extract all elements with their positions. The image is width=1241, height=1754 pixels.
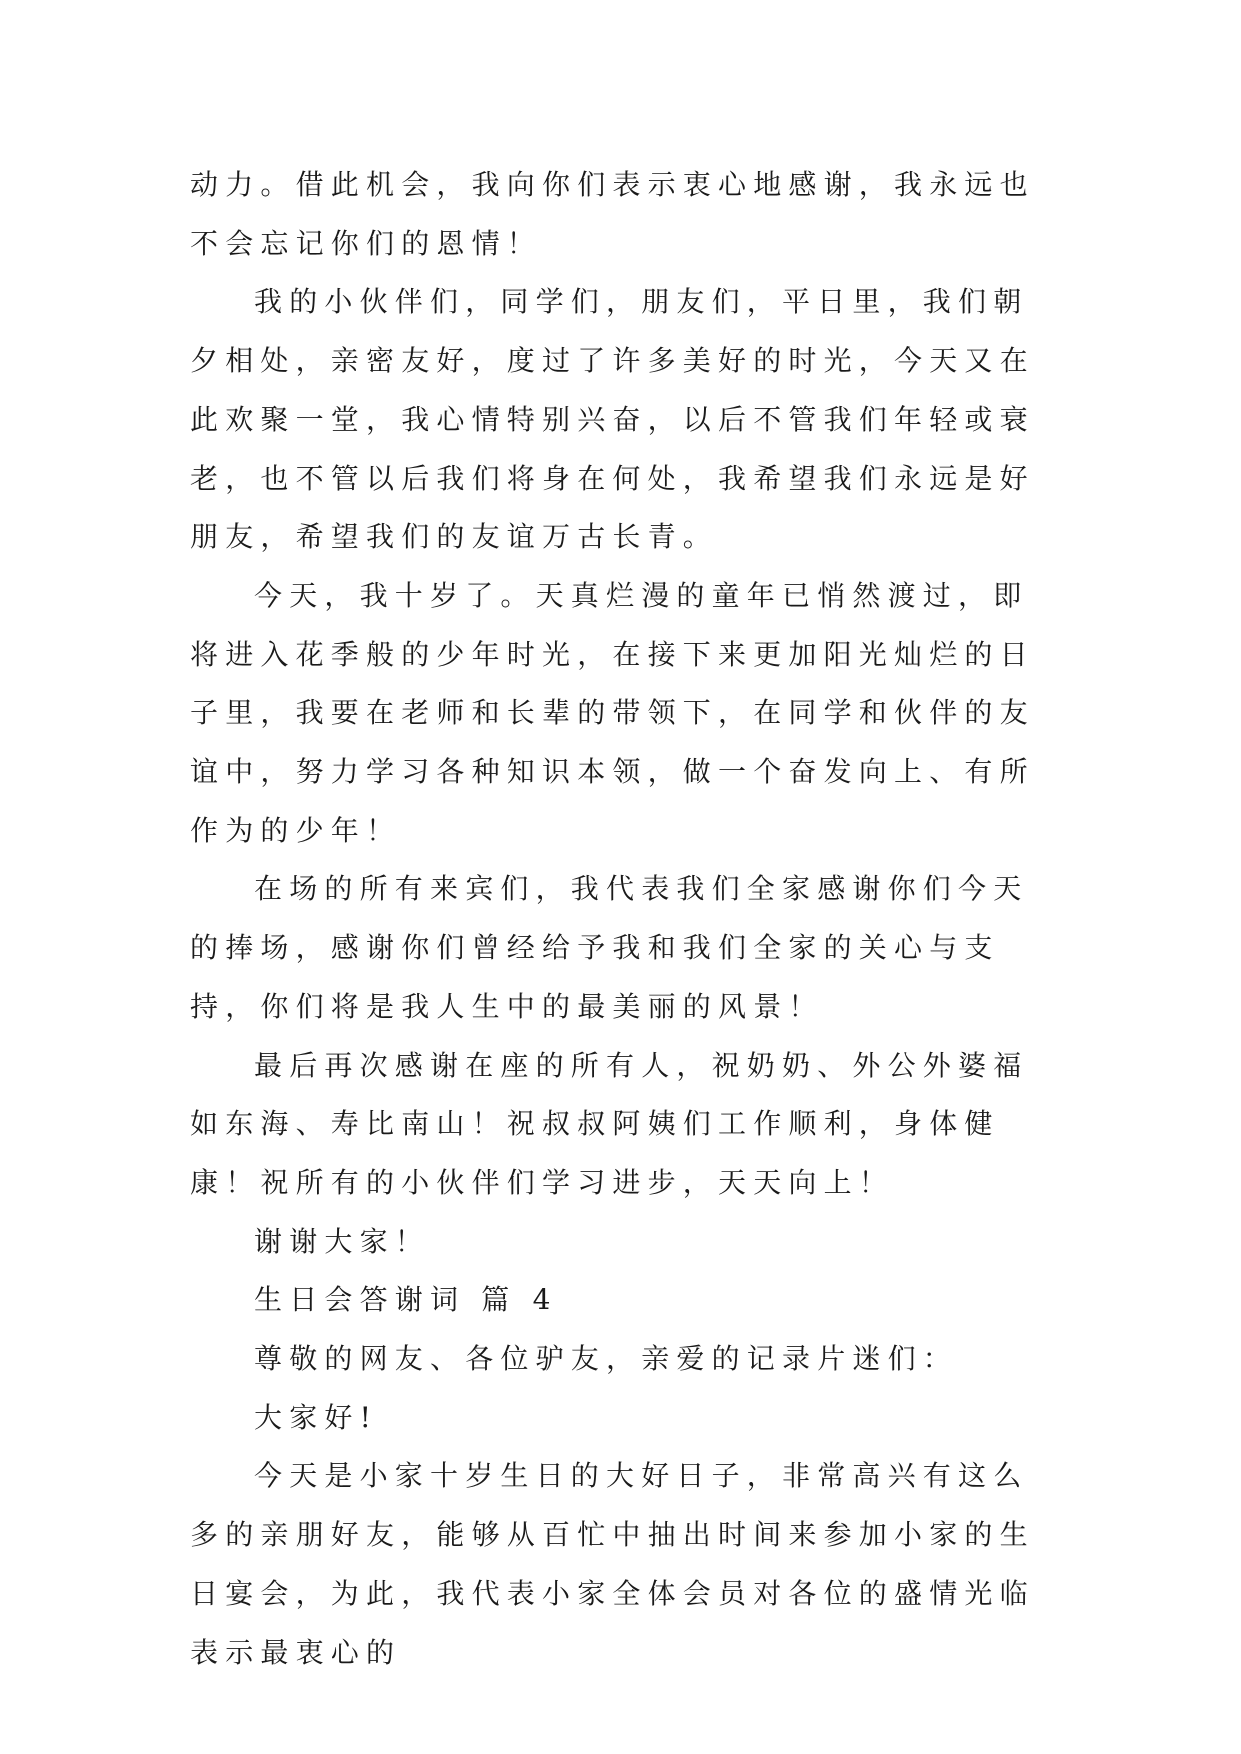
paragraph-salutation: 尊敬的网友、各位驴友，亲爱的记录片迷们： (254, 1342, 959, 1376)
paragraph-ten-years-old: 今天，我十岁了。天真烂漫的童年已悄然渡过，即将进入花季般的少年时光，在接下来更加阳光灿烂的日子里，我要在老师和长辈的带领下，在同学和伙伴的友谊中，努力学习各种知识本领，做一个奋发向上、有所作为的少年！ (190, 578, 1035, 847)
paragraph-greeting: 大家好! (254, 1400, 379, 1434)
paragraph-thank-you: 谢谢大家！ (254, 1224, 431, 1258)
section-heading: 生日会答谢词 篇 4 (254, 1283, 558, 1317)
paragraph-birthday-intro: 今天是小家十岁生日的大好日子，非常高兴有这么多的亲朋好友，能够从百忙中抽出时间来参加小家的生日宴会，为此，我代表小家全体会员对各位的盛情光临表示最衷心的 (190, 1459, 1035, 1669)
paragraph-friends: 我的小伙伴们，同学们，朋友们，平日里，我们朝夕相处，亲密友好，度过了许多美好的时光，今天又在此欢聚一堂，我心情特别兴奋，以后不管我们年轻或衰老，也不管以后我们将身在何处，我希望我们永远是好朋友，希望我们的友谊万古长青。 (190, 285, 1035, 554)
document-page (190, 156, 1058, 1682)
paragraph-final-thanks: 最后再次感谢在座的所有人，祝奶奶、外公外婆福如东海、寿比南山！祝叔叔阿姨们工作顺利，身体健康！祝所有的小伙伴们学习进步，天天向上！ (190, 1048, 1029, 1199)
paragraph-continuation: 动力。借此机会，我向你们表示衷心地感谢，我永远也不会忘记你们的恩情！ (190, 168, 1035, 260)
paragraph-guests: 在场的所有来宾们，我代表我们全家感谢你们今天的捧场，感谢你们曾经给予我和我们全家的关心与支持，你们将是我人生中的最美丽的风景！ (190, 872, 1029, 1023)
